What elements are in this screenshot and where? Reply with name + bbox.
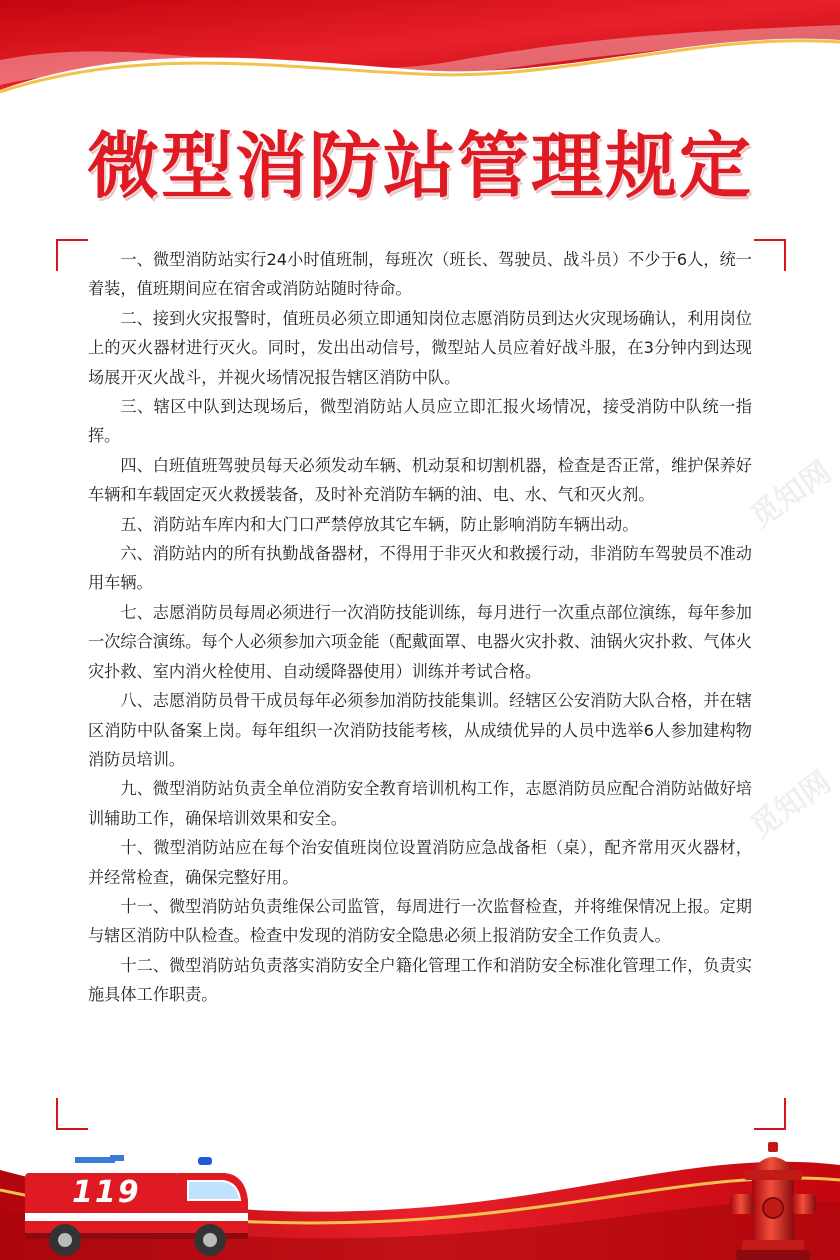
watermark: 觅知网 xyxy=(744,764,838,846)
regulation-item-12: 十二、微型消防站负责落实消防安全户籍化管理工作和消防安全标准化管理工作，负责实施具体工作职责。 xyxy=(88,955,752,1005)
regulation-item-6: 六、消防站内的所有执勤战备器材，不得用于非灭火和救援行动，非消防车驾驶员不准动用车辆。 xyxy=(88,544,752,593)
corner-bracket-icon xyxy=(56,239,88,271)
regulation-item-9: 九、微型消防站负责全单位消防安全教育培训机构工作，志愿消防员应配合消防站做好培训辅助工作，确保培训效果和安全。 xyxy=(88,779,752,828)
page-title: 微型消防站管理规定 xyxy=(86,124,753,208)
regulation-item-4: 四、白班值班驾驶员每天必须发动车辆、机动泵和切割机器，检查是否正常，维护保养好车辆和车载固定灭火救援装备，及时补充消防车辆的油、电、水、气和灭火剂。 xyxy=(88,455,752,505)
regulation-item-2: 二、接到火灾报警时，值班员必须立即通知岗位志愿消防员到达火灾现场确认，利用岗位上的灭火器材进行灭火。同时，发出出动信号，微型站人员应着好战斗服，在3分钟内到达现场展开灭火战斗，并视火场情况报告辖区消防中队。 xyxy=(88,308,752,387)
watermark: 觅知网 xyxy=(744,454,838,536)
regulation-item-10: 十、微型消防站应在每个治安值班岗位设置消防应急战备柜（桌），配齐常用灭火器材，并经常检查，确保完整好用。 xyxy=(88,838,752,887)
corner-bracket-icon xyxy=(754,239,786,271)
regulation-item-8: 八、志愿消防员骨干成员每年必须参加消防技能集训。经辖区公安消防大队合格，并在辖区消防中队备案上岗。每年组织一次消防技能考核，从成绩优异的人员中选举6人参加建构物消防员培训。 xyxy=(88,691,752,769)
regulation-item-1: 一、微型消防站实行24小时值班制，每班次（班长、驾驶员、战斗员）不少于6人，统一着装，值班期间应在宿舍或消防站随时待命。 xyxy=(88,250,752,299)
truck-number-label: 119 xyxy=(72,1175,141,1210)
regulation-item-3: 三、辖区中队到达现场后，微型消防站人员应立即汇报火场情况，接受消防中队统一指挥。 xyxy=(88,397,752,446)
regulation-item-7: 七、志愿消防员每周必须进行一次消防技能训练，每月进行一次重点部位演练，每年参加一次综合演练。每个人必须参加六项金能（配戴面罩、电器火灾扑救、油锅火灾扑救、气体火灾扑救、室内消火栓使用、自动缓降器使用）训练并考试合格。 xyxy=(88,602,752,681)
regulation-item-11: 十一、微型消防站负责维保公司监管，每周进行一次监督检查，并将维保情况上报。定期与辖区消防中队检查。检查中发现的消防安全隐患必须上报消防安全工作负责人。 xyxy=(88,896,752,946)
regulation-body xyxy=(88,245,752,1010)
regulation-item-5: 五、消防站车库内和大门口严禁停放其它车辆，防止影响消防车辆出动。 xyxy=(120,514,639,534)
fire-hydrant-icon xyxy=(728,1142,818,1260)
top-wave-decoration xyxy=(0,0,840,110)
